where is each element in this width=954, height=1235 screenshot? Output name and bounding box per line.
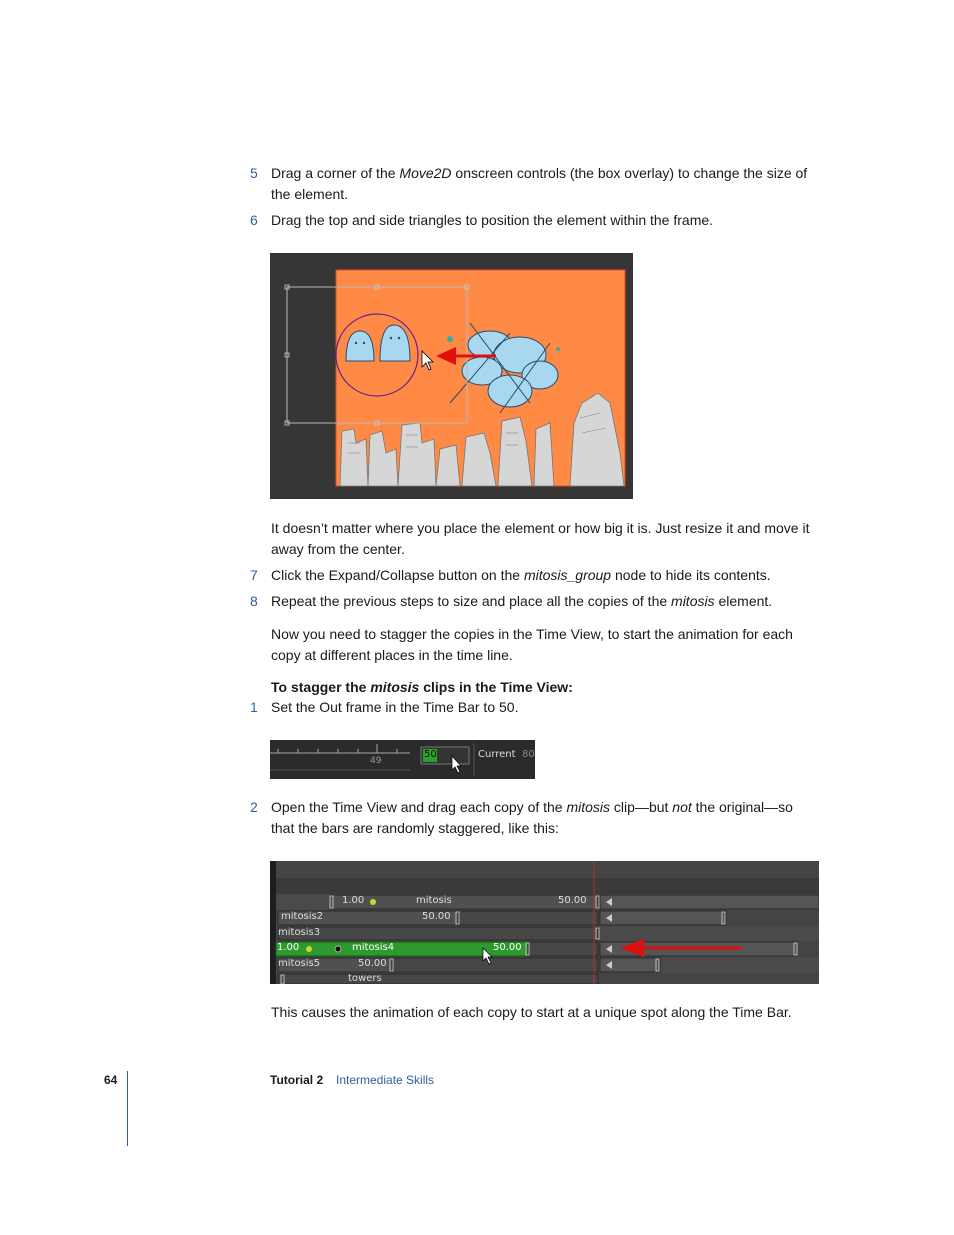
step-number: 2 [250, 799, 258, 815]
clip-name[interactable]: mitosis3 [278, 927, 321, 938]
step-number: 8 [250, 593, 258, 609]
clip-name[interactable]: mitosis [416, 895, 452, 906]
step-text: Drag a corner of the Move2D onscreen controls (the box overlay) to change the size of the element. [271, 165, 808, 202]
page-number: 64 [104, 1073, 118, 1087]
timebar-screenshot [270, 740, 535, 779]
paragraph-2: Now you need to stagger the copies in the Time View, to start the animation for each copy at different places in the time line. [271, 626, 793, 663]
footer-divider [127, 1071, 128, 1146]
current-value: 80 [522, 749, 535, 760]
step-text: Click the Expand/Collapse button on the mitosis_group node to hide its contents. [271, 567, 771, 583]
step-text: Repeat the previous steps to size and place all the copies of the mitosis element. [271, 593, 773, 609]
current-label: Current [478, 749, 516, 760]
chapter-label: Tutorial 2 [270, 1073, 324, 1087]
step-number: 6 [250, 212, 258, 228]
step-number: 7 [250, 567, 258, 583]
section-label: Intermediate Skills [336, 1073, 435, 1087]
timeview-tracks [270, 861, 819, 984]
paragraph-3: This causes the animation of each copy to start at a unique spot along the Time Bar. [271, 1004, 792, 1020]
clip-start-value: 1.00 [342, 895, 365, 906]
clip-end-value: 50.00 [558, 895, 587, 906]
step-text: Set the Out frame in the Time Bar to 50. [271, 699, 519, 715]
clip-start-value: 1.00 [277, 942, 300, 953]
viewer-image [270, 253, 633, 499]
clip-end-value: 50.00 [493, 942, 522, 953]
clip-end-value: 50.00 [422, 911, 451, 922]
clip-name[interactable]: mitosis5 [278, 958, 321, 969]
clip-name[interactable]: mitosis4 [352, 942, 395, 953]
out-frame-field[interactable]: 50 [424, 749, 437, 760]
timeview-screenshot [270, 861, 819, 984]
task-heading: To stagger the mitosis clips in the Time View: [271, 679, 573, 695]
step-text: Open the Time View and drag each copy of the mitosis clip—but not the original—so that the bars are randomly staggered, like this: [271, 799, 793, 836]
clip-name[interactable]: mitosis2 [281, 911, 324, 922]
clip-name[interactable]: towers [348, 973, 382, 984]
step-text: Drag the top and side triangles to position the element within the frame. [271, 212, 714, 228]
clip-end-value: 50.00 [358, 958, 387, 969]
paragraph-1: It doesn’t matter where you place the element or how big it is. Just resize it and move it away from the center. [271, 520, 810, 557]
step-number: 1 [250, 699, 258, 715]
frame-tick-label: 49 [370, 756, 382, 766]
step-number: 5 [250, 165, 258, 181]
viewer-screenshot [270, 253, 633, 499]
